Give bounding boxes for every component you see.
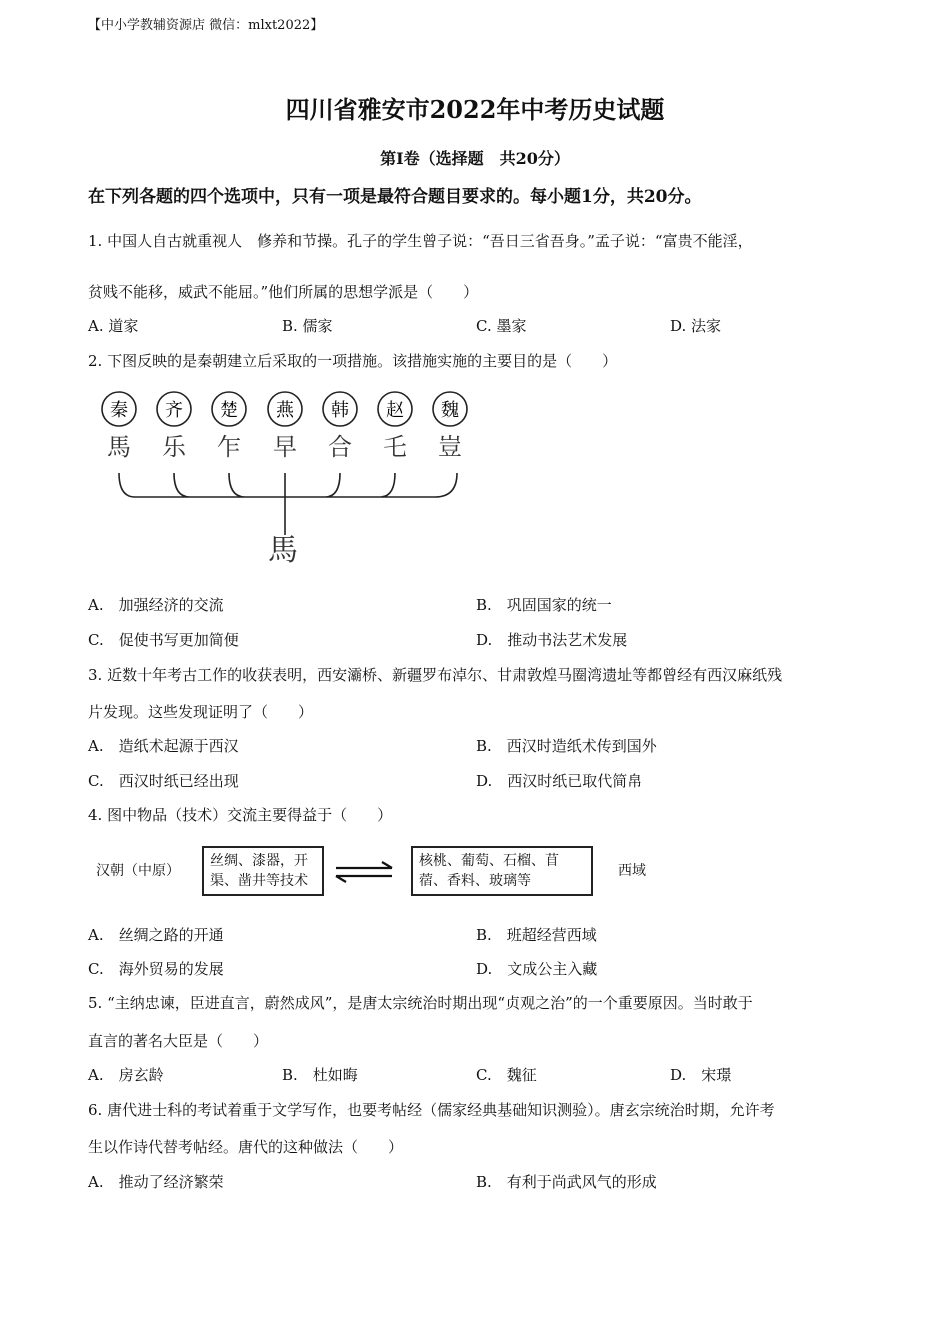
state-circle-wei — [433, 392, 467, 426]
q5-stem-line2: 直言的著名大臣是（ ） — [88, 1032, 269, 1050]
q1-option-d[interactable]: D. 法家 — [670, 317, 722, 335]
state-circle-zhao — [378, 392, 412, 426]
q4-option-d[interactable]: D. 文成公主入藏 — [476, 960, 598, 978]
seal-script-diagram — [95, 385, 485, 570]
seal-char-han: 合 — [328, 433, 352, 461]
western-regions-label: 西域 — [618, 863, 646, 879]
q3-option-d[interactable]: D. 西汉时纸已取代简帛 — [476, 772, 643, 790]
svg-text:韩: 韩 — [331, 400, 349, 421]
section-heading: 第Ⅰ卷（选择题 共20分） — [380, 149, 570, 168]
seal-char-wei: 豈 — [438, 433, 462, 461]
q2-option-b[interactable]: B. 巩固国家的统一 — [476, 596, 612, 614]
q2-option-c[interactable]: C. 促使书写更加简便 — [88, 631, 239, 649]
q1-stem-line1: 1. 中国人自古就重视人 修养和节操。孔子的学生曾子说：“吾日三省吾身。”孟子说：“富贵不能淫， — [88, 232, 753, 250]
q3-stem-line2: 片发现。这些发现证明了（ ） — [88, 703, 314, 721]
q6-option-a[interactable]: A. 推动了经济繁荣 — [88, 1173, 224, 1191]
q4-option-b[interactable]: B. 班超经营西域 — [476, 926, 597, 944]
state-circle-qi — [157, 392, 191, 426]
q1-stem-line2: 贫贱不能移，威武不能屈。”他们所属的思想学派是（ ） — [88, 283, 479, 301]
svg-text:燕: 燕 — [276, 400, 294, 421]
q3-option-c[interactable]: C. 西汉时纸已经出现 — [88, 772, 239, 790]
q6-option-b[interactable]: B. 有利于尚武风气的形成 — [476, 1173, 657, 1191]
unify-bracket — [119, 473, 457, 535]
seal-char-chu: 乍 — [217, 433, 241, 461]
exchange-arrows-icon — [332, 860, 396, 884]
instruction: 在下列各题的四个选项中，只有一项是最符合题目要求的。每小题1分，共20分。 — [88, 187, 702, 207]
watermark: 【中小学教辅资源店 微信：mlxt2022】 — [88, 18, 324, 33]
q6-stem-line1: 6. 唐代进士科的考试着重于文学写作，也要考帖经（儒家经典基础知识测验）。唐玄宗统治时期，允许考 — [88, 1101, 775, 1119]
trade-exchange-diagram — [88, 840, 688, 900]
q4-option-a[interactable]: A. 丝绸之路的开通 — [88, 926, 224, 944]
western-regions-goods-box: 核桃、葡萄、石榴、苜蓿、香料、玻璃等 — [411, 846, 593, 896]
q1-option-a[interactable]: A. 道家 — [88, 317, 139, 335]
svg-text:魏: 魏 — [441, 400, 459, 421]
q2-option-d[interactable]: D. 推动书法艺术发展 — [476, 631, 628, 649]
q3-option-b[interactable]: B. 西汉时造纸术传到国外 — [476, 737, 657, 755]
q5-option-b[interactable]: B. 杜如晦 — [282, 1066, 358, 1084]
svg-text:秦: 秦 — [110, 400, 128, 421]
q5-option-c[interactable]: C. 魏征 — [476, 1066, 537, 1084]
q3-stem-line1: 3. 近数十年考古工作的收获表明，西安灞桥、新疆罗布淖尔、甘肃敦煌马圈湾遗址等都曾经有西汉麻纸残 — [88, 666, 783, 684]
seal-char-yan: 早 — [273, 433, 297, 461]
q1-option-c[interactable]: C. 墨家 — [476, 317, 527, 335]
state-circle-chu — [212, 392, 246, 426]
han-goods-box: 丝绸、漆器，开渠、凿井等技术 — [202, 846, 324, 896]
seal-char-qin: 馬 — [107, 433, 131, 461]
state-circle-qin — [102, 392, 136, 426]
q1-option-b[interactable]: B. 儒家 — [282, 317, 333, 335]
q4-stem-line1: 4. 图中物品（技术）交流主要得益于（ ） — [88, 806, 393, 824]
page-title: 四川省雅安市2022年中考历史试题 — [285, 95, 665, 124]
q6-stem-line2: 生以作诗代替考帖经。唐代的这种做法（ ） — [88, 1138, 404, 1156]
seal-char-zhao: 乇 — [383, 433, 407, 461]
state-circle-yan — [268, 392, 302, 426]
q2-stem-line1: 2. 下图反映的是秦朝建立后采取的一项措施。该措施实施的主要目的是（ ） — [88, 352, 618, 370]
q4-option-c[interactable]: C. 海外贸易的发展 — [88, 960, 224, 978]
svg-text:赵: 赵 — [386, 400, 404, 421]
seal-char-qi: 乐 — [162, 433, 186, 461]
han-dynasty-label: 汉朝（中原） — [96, 863, 180, 879]
unified-seal-char: 馬 — [268, 533, 298, 568]
q3-option-a[interactable]: A. 造纸术起源于西汉 — [88, 737, 239, 755]
q5-option-d[interactable]: D. 宋璟 — [670, 1066, 732, 1084]
svg-text:楚: 楚 — [220, 400, 238, 421]
svg-text:齐: 齐 — [165, 400, 183, 421]
state-circle-han — [323, 392, 357, 426]
q5-stem-line1: 5. “主纳忠谏，臣进直言，蔚然成风”，是唐太宗统治时期出现“贞观之治”的一个重要原因。当时敢于 — [88, 994, 753, 1012]
q2-option-a[interactable]: A. 加强经济的交流 — [88, 596, 224, 614]
q5-option-a[interactable]: A. 房玄龄 — [88, 1066, 164, 1084]
